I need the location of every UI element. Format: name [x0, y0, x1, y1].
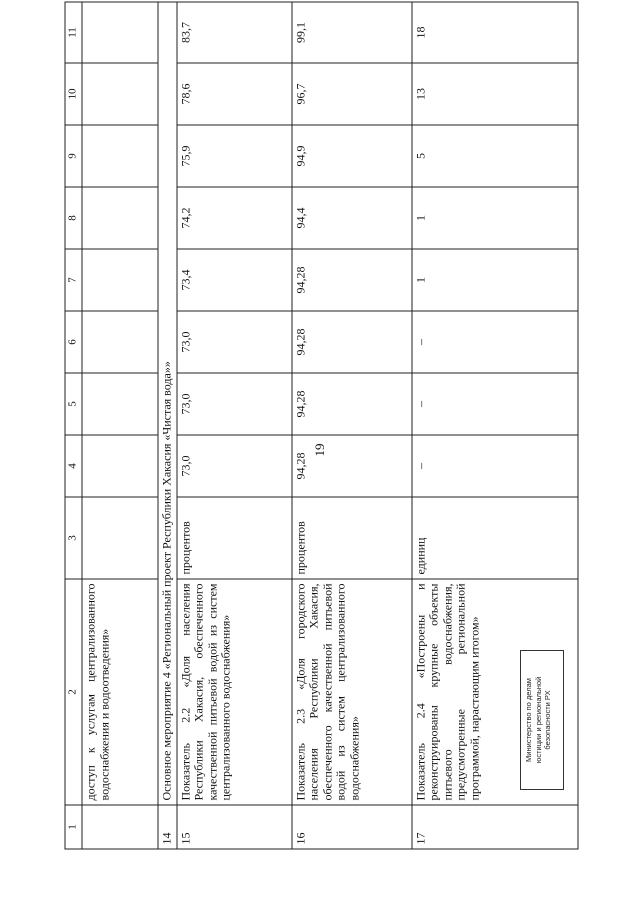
- unit-cell: процентов: [177, 497, 292, 579]
- stamp-line: юстиции и региональной: [533, 676, 543, 764]
- row-number: 17: [412, 805, 578, 849]
- row-number: 16: [292, 805, 412, 849]
- value-cell: 73,0: [177, 373, 292, 435]
- row-number: 14: [158, 805, 177, 849]
- value-cell: 94,28: [292, 373, 412, 435]
- column-header: 1: [65, 805, 82, 849]
- rotated-table-container: [65, 22, 575, 850]
- value-cell: 18: [412, 2, 578, 63]
- value-cell: 94,28: [292, 249, 412, 311]
- value-cell: 74,2: [177, 187, 292, 249]
- value-cell: 5: [412, 125, 578, 187]
- column-number-row: [65, 2, 82, 849]
- value-cell: –: [412, 435, 578, 497]
- value-cell: 73,4: [177, 249, 292, 311]
- indicators-table: [65, 2, 579, 850]
- row-number: 15: [177, 805, 292, 849]
- value-cell: 73,0: [177, 435, 292, 497]
- value-cell: [82, 311, 158, 373]
- column-header: 3: [65, 497, 82, 579]
- column-header: 11: [65, 2, 82, 63]
- value-cell: [82, 373, 158, 435]
- column-header: 8: [65, 187, 82, 249]
- stamp-line: безопасности РХ: [543, 690, 552, 750]
- value-cell: 99,1: [292, 2, 412, 63]
- value-cell: [82, 125, 158, 187]
- value-cell: 1: [412, 187, 578, 249]
- value-cell: 83,7: [177, 2, 292, 63]
- unit-cell: [82, 497, 158, 579]
- value-cell: 78,6: [177, 63, 292, 125]
- value-cell: –: [412, 373, 578, 435]
- column-header: 9: [65, 125, 82, 187]
- stamp-line: Министерство по делам: [524, 678, 533, 762]
- value-cell: 1: [412, 249, 578, 311]
- column-header: 6: [65, 311, 82, 373]
- value-cell: 75,9: [177, 125, 292, 187]
- column-header: 7: [65, 249, 82, 311]
- unit-cell: процентов: [292, 497, 412, 579]
- table-row: [292, 2, 412, 849]
- value-cell: 13: [412, 63, 578, 125]
- column-header: 4: [65, 435, 82, 497]
- column-header: 10: [65, 63, 82, 125]
- column-header: 5: [65, 373, 82, 435]
- indicator-name: Показатель 2.2 «Доля населения Республики Хакасия, обеспеченного качественной питьевой водой из систем централизованного водоснабжения»: [177, 579, 292, 805]
- value-cell: 94,9: [292, 125, 412, 187]
- value-cell: –: [412, 311, 578, 373]
- indicator-name: Показатель 2.4 «Построены и реконструированы крупные объекты питьевого водоснабжения, предусмотренные региональной программой, нарастающим итогом»: [412, 579, 578, 805]
- value-cell: [82, 187, 158, 249]
- row-number: [82, 805, 158, 849]
- value-cell: 94,4: [292, 187, 412, 249]
- ministry-stamp: [520, 650, 564, 790]
- table-row: [82, 2, 158, 849]
- indicator-name: доступ к услугам централизованного водоснабжения и водоотведения»: [82, 579, 158, 805]
- unit-cell: единиц: [412, 497, 578, 579]
- section-row: [158, 2, 177, 849]
- table-row: [177, 2, 292, 849]
- value-cell: [82, 2, 158, 63]
- value-cell: 96,7: [292, 63, 412, 125]
- page-number: 19: [312, 443, 327, 457]
- section-title: Основное мероприятие 4 «Региональный проект Республики Хакасия «Чистая вода»»: [158, 2, 177, 805]
- column-header: 2: [65, 579, 82, 805]
- value-cell: [82, 435, 158, 497]
- value-cell: 94,28: [292, 311, 412, 373]
- indicator-name: Показатель 2.3 «Доля городского населения Республики Хакасия, обеспеченного качественной питьевой водой из систем централизованного водоснабжения»: [292, 579, 412, 805]
- value-cell: 94,28: [292, 435, 412, 497]
- value-cell: [82, 249, 158, 311]
- value-cell: 73,0: [177, 311, 292, 373]
- value-cell: [82, 63, 158, 125]
